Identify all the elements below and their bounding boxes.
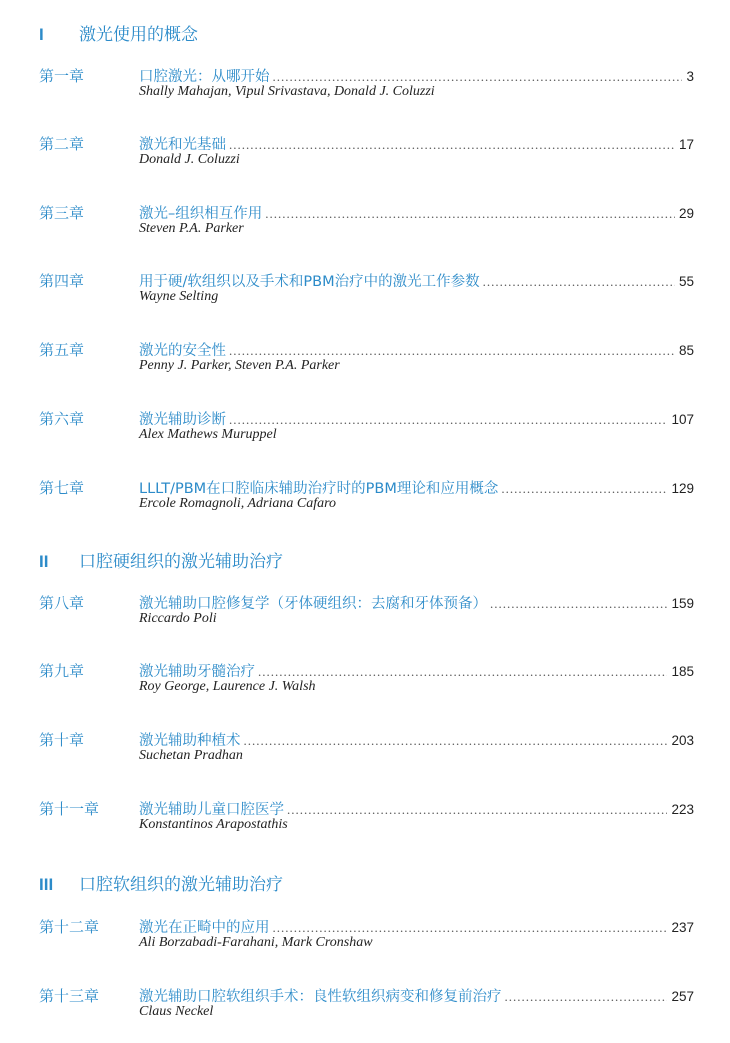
- chapter-authors: Riccardo Poli: [139, 611, 217, 626]
- chapter-authors: Suchetan Pradhan: [139, 748, 243, 763]
- chapter-number: 第十一章: [39, 800, 100, 818]
- chapter-title[interactable]: 激光–组织相互作用: [139, 206, 263, 222]
- chapter-number: 第六章: [39, 410, 85, 428]
- chapter-title[interactable]: 激光的安全性: [139, 343, 226, 359]
- section-heading-1: [39, 20, 198, 45]
- chapter-title[interactable]: 激光辅助口腔软组织手术：良性软组织病变和修复前治疗: [139, 989, 502, 1005]
- page-number: 237: [671, 920, 694, 935]
- chapter-title[interactable]: 激光辅助儿童口腔医学: [139, 802, 284, 818]
- section-title: 口腔软组织的激光辅助治疗: [79, 875, 283, 895]
- toc-entry-ch7[interactable]: [39, 477, 694, 517]
- chapter-number: 第二章: [39, 135, 85, 153]
- dot-leader: [505, 989, 668, 1005]
- chapter-number: 第七章: [39, 479, 85, 497]
- page-number: 203: [671, 733, 694, 748]
- section-number: I: [39, 25, 44, 44]
- chapter-title[interactable]: 用于硬/软组织以及手术和PBM治疗中的激光工作参数: [139, 274, 480, 290]
- toc-entry-ch8[interactable]: [39, 592, 694, 632]
- page-number: 107: [671, 412, 694, 427]
- toc-entry-ch3[interactable]: [39, 202, 694, 242]
- chapter-authors: Roy George, Laurence J. Walsh: [139, 679, 316, 694]
- toc-entry-ch11[interactable]: [39, 798, 694, 838]
- toc-entry-ch13[interactable]: [39, 985, 694, 1025]
- chapter-number: 第四章: [39, 272, 85, 290]
- dot-leader: [265, 206, 675, 222]
- chapter-title[interactable]: 激光辅助口腔修复学（牙体硬组织：去腐和牙体预备）: [139, 596, 487, 612]
- chapter-authors: Konstantinos Arapostathis: [139, 817, 288, 832]
- chapter-number: 第五章: [39, 341, 85, 359]
- chapter-authors: Shally Mahajan, Vipul Srivastava, Donald J. Coluzzi: [139, 84, 435, 99]
- chapter-title[interactable]: 激光和光基础: [139, 137, 226, 153]
- toc-entry-ch5[interactable]: [39, 339, 694, 379]
- section-heading-3: [39, 870, 283, 895]
- dot-leader: [229, 137, 675, 153]
- toc-entry-ch6[interactable]: [39, 408, 694, 448]
- chapter-number: 第九章: [39, 662, 85, 680]
- section-title: 激光使用的概念: [79, 25, 198, 45]
- chapter-number: 第一章: [39, 67, 85, 85]
- page-number: 185: [671, 664, 694, 679]
- dot-leader: [273, 69, 683, 85]
- page-number: 29: [678, 206, 694, 221]
- toc-entry-ch12[interactable]: [39, 916, 694, 956]
- dot-leader: [287, 802, 667, 818]
- chapter-number: 第八章: [39, 594, 85, 612]
- chapter-authors: Claus Neckel: [139, 1004, 214, 1019]
- page-number: 129: [671, 481, 694, 496]
- chapter-title[interactable]: 激光辅助种植术: [139, 733, 241, 749]
- dot-leader: [490, 596, 667, 612]
- dot-leader: [501, 481, 667, 497]
- chapter-authors: Donald J. Coluzzi: [139, 152, 240, 167]
- section-heading-2: [39, 547, 283, 572]
- chapter-title[interactable]: 激光辅助诊断: [139, 412, 226, 428]
- dot-leader: [244, 733, 668, 749]
- toc-entry-ch4[interactable]: [39, 270, 694, 310]
- dot-leader: [229, 343, 675, 359]
- chapter-title[interactable]: 激光在正畸中的应用: [139, 920, 270, 936]
- page-number: 55: [678, 274, 694, 289]
- chapter-number: 第十章: [39, 731, 85, 749]
- dot-leader: [258, 664, 667, 680]
- chapter-authors: Steven P.A. Parker: [139, 221, 244, 236]
- section-title: 口腔硬组织的激光辅助治疗: [79, 552, 283, 572]
- page-number: 3: [686, 69, 694, 84]
- page-number: 17: [678, 137, 694, 152]
- toc-entry-ch2[interactable]: [39, 133, 694, 173]
- page-number: 159: [671, 596, 694, 611]
- toc-entry-ch9[interactable]: [39, 660, 694, 700]
- dot-leader: [229, 412, 667, 428]
- section-number: II: [39, 552, 49, 571]
- toc-entry-ch1[interactable]: [39, 65, 694, 105]
- chapter-authors: Wayne Selting: [139, 289, 219, 304]
- chapter-title[interactable]: 口腔激光：从哪开始: [139, 69, 270, 85]
- chapter-title[interactable]: 激光辅助牙髓治疗: [139, 664, 255, 680]
- chapter-authors: Penny J. Parker, Steven P.A. Parker: [139, 358, 340, 373]
- dot-leader: [273, 920, 668, 936]
- chapter-authors: Ali Borzabadi-Farahani, Mark Cronshaw: [139, 935, 373, 950]
- chapter-authors: Ercole Romagnoli, Adriana Cafaro: [139, 496, 337, 511]
- page-number: 257: [671, 989, 694, 1004]
- page-number: 223: [671, 802, 694, 817]
- chapter-title[interactable]: LLLT/PBM在口腔临床辅助治疗时的PBM理论和应用概念: [139, 481, 499, 497]
- page-number: 85: [678, 343, 694, 358]
- chapter-number: 第十二章: [39, 918, 100, 936]
- chapter-number: 第十三章: [39, 987, 100, 1005]
- dot-leader: [483, 274, 675, 290]
- chapter-authors: Alex Mathews Muruppel: [139, 427, 277, 442]
- toc-entry-ch10[interactable]: [39, 729, 694, 769]
- chapter-number: 第三章: [39, 204, 85, 222]
- section-number: III: [39, 875, 54, 894]
